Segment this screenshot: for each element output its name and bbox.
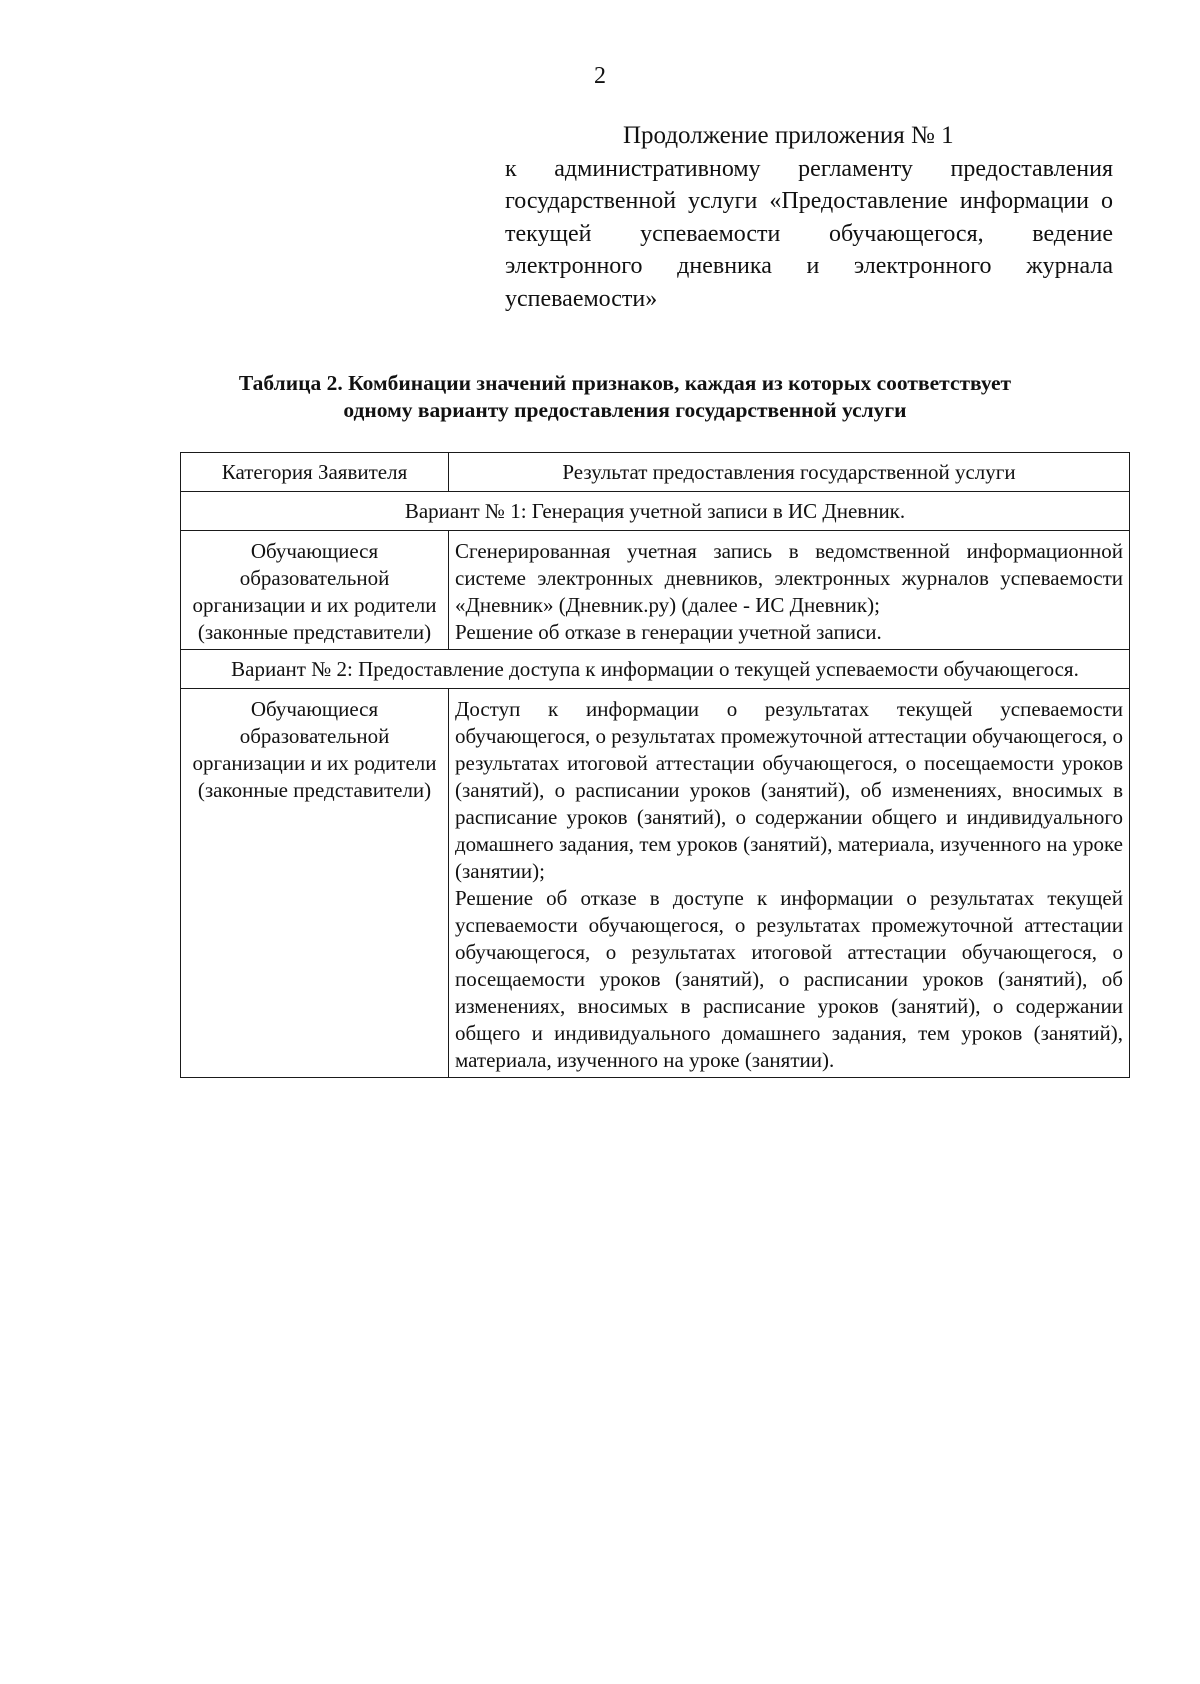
variant-2-row xyxy=(181,650,1130,689)
variant-2-result-2: Решение об отказе в доступе к информации о результатах текущей успеваемости обучающегося, о результатах промежуточной аттестации обучающегося, о результатах итоговой аттестации обучающегося, о посещаемости уроков (занятий), о расписании уроков (занятий), об изменениях, вносимых в расписание уроков (занятий), о содержании общего и индивидуального домашнего задания, тем уроков (занятий), материала, изученного на уроке (занятии). xyxy=(455,886,1123,1072)
page-number: 2 xyxy=(594,63,606,89)
appendix-text: к административному регламенту предоставления государственной услуги «Предоставление информации о текущей успеваемости обучающегося, ведение электронного дневника и электронного журнала успеваемости» xyxy=(505,155,1113,312)
variant-2-category: Обучающиеся образовательной организации и их родители (законные представители) xyxy=(181,689,449,1078)
header-result: Результат предоставления государственной услуги xyxy=(449,453,1130,492)
variant-1-results xyxy=(449,531,1130,650)
variant-2-result-1: Доступ к информации о результатах текущей успеваемости обучающегося, о результатах промежуточной аттестации обучающегося, о результатах итоговой аттестации обучающегося, о посещаемости уроков (занятий), о расписании уроков (занятий), об изменениях, вносимых в расписание уроков (занятий), о содержании общего и индивидуального домашнего задания, тем уроков (занятий), материала, изученного на уроке (занятии); xyxy=(455,697,1123,883)
variant-2-title: Вариант № 2: Предоставление доступа к информации о текущей успеваемости обучающегося. xyxy=(181,650,1130,689)
header-category: Категория Заявителя xyxy=(181,453,449,492)
variant-1-result-2: Решение об отказе в генерации учетной записи. xyxy=(455,620,882,644)
variant-1-category: Обучающиеся образовательной организации и их родители (законные представители) xyxy=(181,531,449,650)
table-title: Таблица 2. Комбинации значений признаков, каждая из которых соответствует одному варианту предоставления государственной услуги xyxy=(238,371,1012,422)
appendix-block xyxy=(505,120,1113,315)
variant-1-row xyxy=(181,492,1130,531)
appendix-title: Продолжение приложения № 1 xyxy=(623,122,954,149)
variant-2-results xyxy=(449,689,1130,1078)
variant-1-details-row xyxy=(181,531,1130,650)
variant-1-title: Вариант № 1: Генерация учетной записи в ИС Дневник. xyxy=(181,492,1130,531)
variant-2-details-row xyxy=(181,689,1130,1078)
table-header-row xyxy=(181,453,1130,492)
variant-1-result-1: Сгенерированная учетная запись в ведомственной информационной системе электронных дневников, электронных журналов успеваемости «Дневник» (Дневник.ру) (далее - ИС Дневник); xyxy=(455,539,1123,617)
variants-table xyxy=(180,452,1130,1078)
